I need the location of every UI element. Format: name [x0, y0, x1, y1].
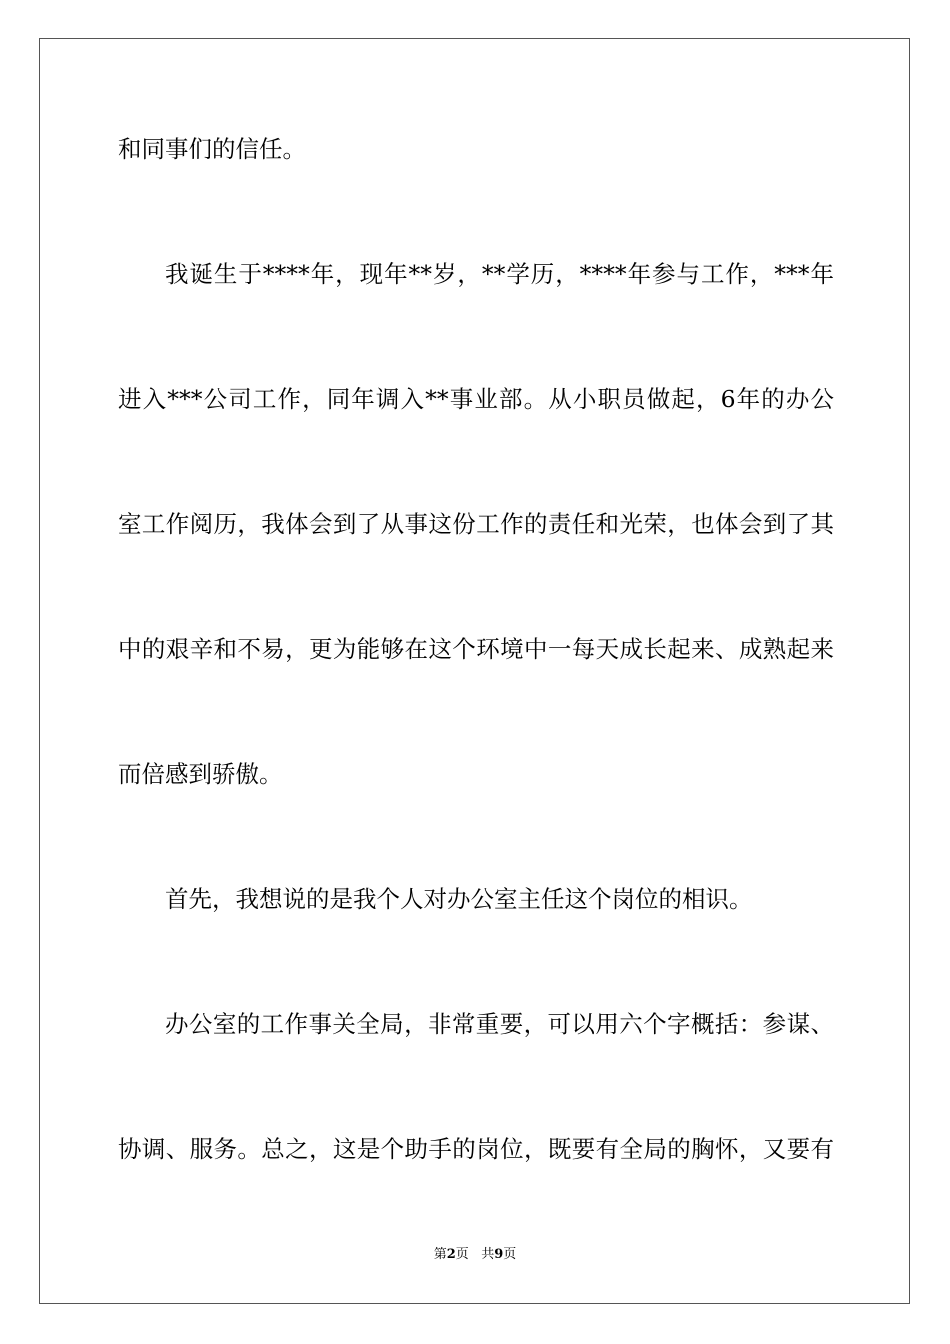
text-line: 首先，我想说的是我个人对办公室主任这个岗位的相识。 — [165, 885, 753, 913]
page-frame — [39, 38, 910, 1304]
page-prefix: 第 — [433, 1247, 447, 1262]
text-line: 室工作阅历，我体会到了从事这份工作的责任和光荣，也体会到了其 — [118, 510, 834, 538]
total-suffix: 页 — [503, 1247, 517, 1262]
page-suffix: 页 — [455, 1247, 469, 1262]
text-line: 和同事们的信任。 — [118, 135, 306, 163]
text-line: 协调、服务。总之，这是个助手的岗位，既要有全局的胸怀，又要有 — [118, 1135, 834, 1163]
text-line: 中的艰辛和不易，更为能够在这个环境中一每天成长起来、成熟起来 — [118, 635, 834, 663]
text-line: 我诞生于****年，现年**岁，**学历，****年参与工作，***年 — [165, 260, 834, 288]
text-line: 办公室的工作事关全局，非常重要，可以用六个字概括：参谋、 — [165, 1010, 834, 1038]
page-total: 9 — [494, 1247, 504, 1262]
text-line: 而倍感到骄傲。 — [118, 760, 283, 788]
page-number: 2 — [446, 1247, 456, 1262]
text-line: 进入***公司工作，同年调入**事业部。从小职员做起，6年的办公 — [118, 385, 834, 413]
total-prefix: 共 — [481, 1247, 495, 1262]
page-footer — [0, 1246, 950, 1264]
